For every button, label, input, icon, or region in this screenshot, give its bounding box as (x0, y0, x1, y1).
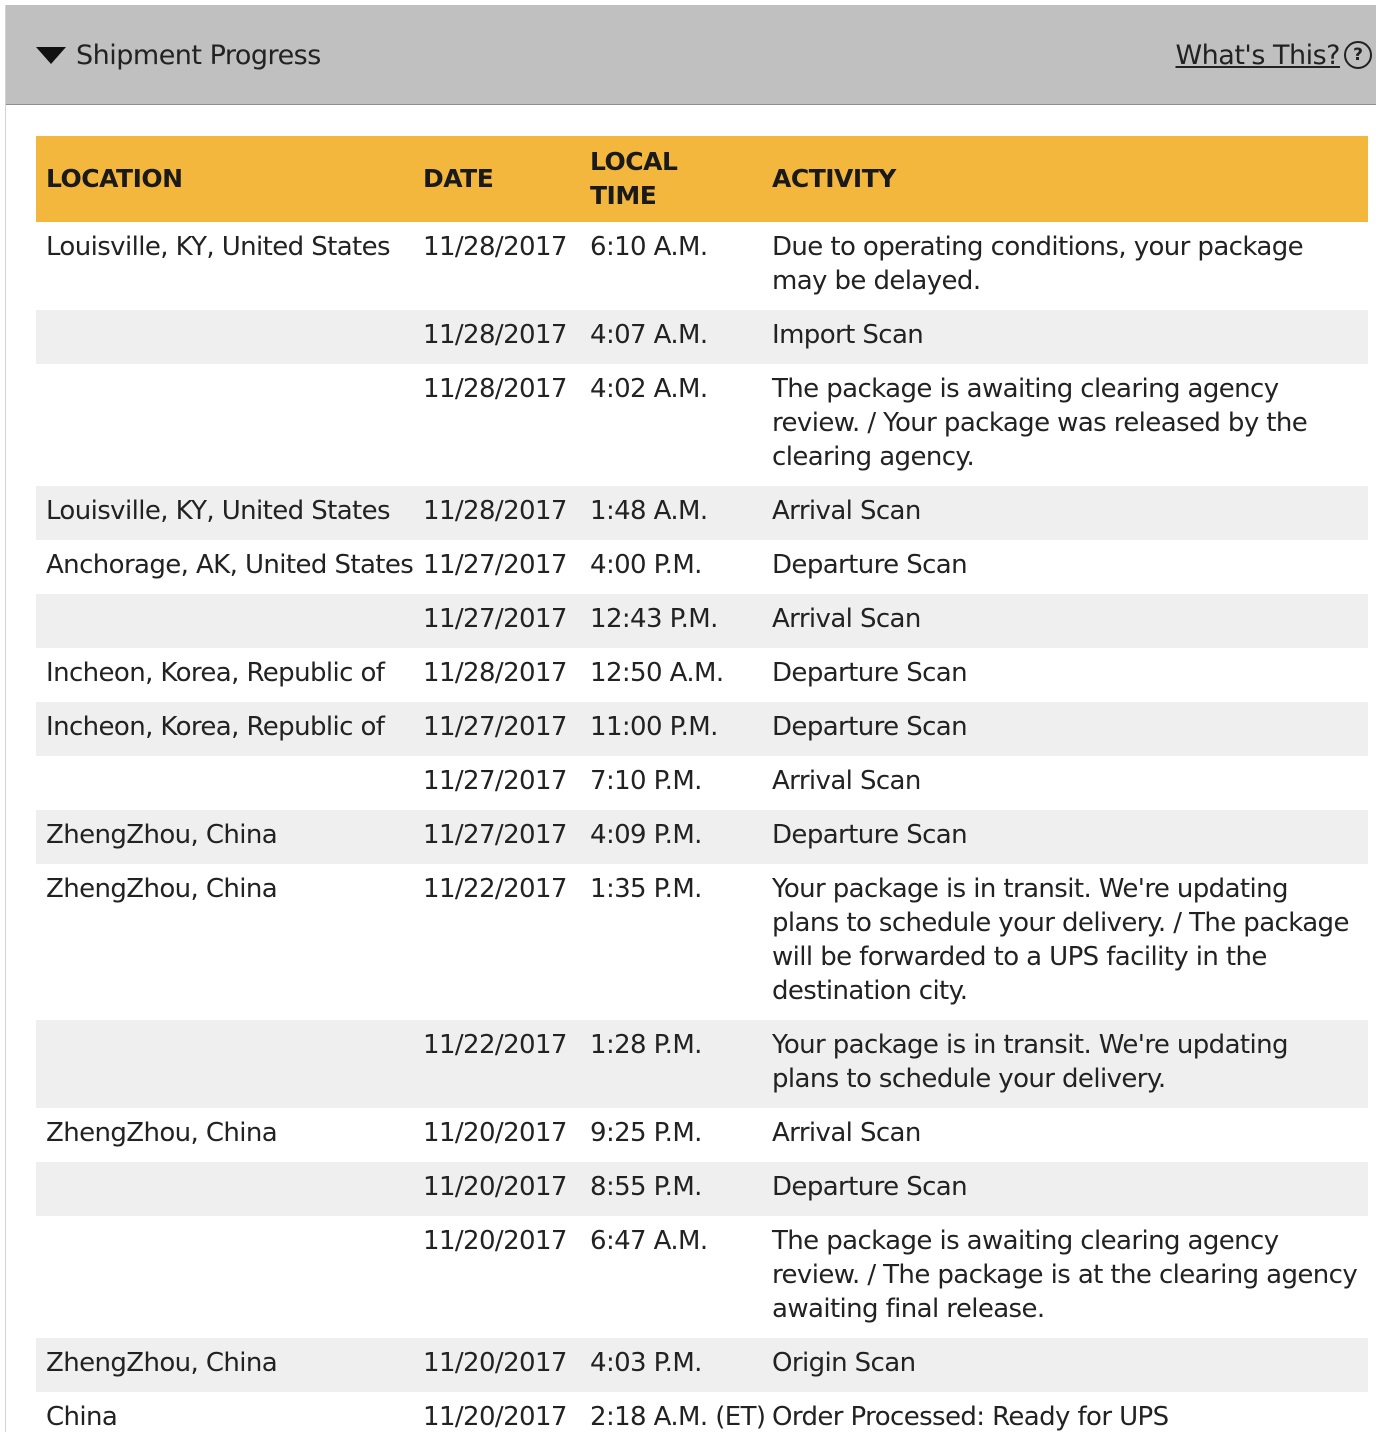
table-row (36, 810, 1368, 864)
date-cell: 11/27/2017 (423, 712, 567, 742)
header-location: LOCATION (46, 164, 183, 193)
table-row (36, 1216, 1368, 1338)
location-cell: Incheon, Korea, Republic of (46, 712, 385, 742)
activity-cell: Due to operating conditions, your package may be delayed. (772, 232, 1303, 296)
time-cell: 1:48 A.M. (590, 496, 708, 526)
time-cell: 4:02 A.M. (590, 374, 708, 404)
activity-cell: Departure Scan (772, 550, 968, 580)
date-cell: 11/28/2017 (423, 496, 567, 526)
time-cell: 9:25 P.M. (590, 1118, 702, 1148)
time-cell: 8:55 P.M. (590, 1172, 702, 1202)
date-cell: 11/28/2017 (423, 232, 567, 262)
help-icon[interactable]: ? (1344, 41, 1372, 69)
activity-cell: Your package is in transit. We're updating plans to schedule your delivery. (772, 1030, 1288, 1094)
header-local-time (590, 136, 677, 222)
date-cell: 11/28/2017 (423, 658, 567, 688)
time-cell: 12:43 P.M. (590, 604, 718, 634)
header-activity: ACTIVITY (772, 164, 896, 193)
activity-cell: Departure Scan (772, 1172, 968, 1202)
table-row (36, 1108, 1368, 1162)
date-cell: 11/22/2017 (423, 1030, 567, 1060)
table-row (36, 364, 1368, 486)
shipment-progress-toggle[interactable] (36, 35, 321, 75)
date-cell: 11/27/2017 (423, 820, 567, 850)
table-row (36, 702, 1368, 756)
time-cell: 4:09 P.M. (590, 820, 702, 850)
table-row (36, 1392, 1368, 1432)
location-cell: ZhengZhou, China (46, 820, 278, 850)
table-body (36, 222, 1368, 1432)
table-row (36, 1338, 1368, 1392)
date-cell: 11/28/2017 (423, 374, 567, 404)
time-cell: 7:10 P.M. (590, 766, 702, 796)
whats-this-link[interactable] (1175, 35, 1372, 75)
activity-cell: Departure Scan (772, 658, 968, 688)
activity-cell: Your package is in transit. We're updating plans to schedule your delivery. / The package will be forwarded to a UPS facility in the destination city. (772, 874, 1349, 1006)
header-date: DATE (423, 164, 494, 193)
header-local-time-line2: TIME (590, 181, 657, 210)
activity-cell: The package is awaiting clearing agency review. / The package is at the clearing agency awaiting final release. (772, 1226, 1358, 1324)
location-cell: ZhengZhou, China (46, 1348, 278, 1378)
table-row (36, 222, 1368, 310)
panel-title: Shipment Progress (76, 39, 321, 71)
location-cell: ZhengZhou, China (46, 874, 278, 904)
activity-cell: Arrival Scan (772, 496, 921, 526)
location-cell: Anchorage, AK, United States (46, 550, 414, 580)
date-cell: 11/22/2017 (423, 874, 567, 904)
table-row (36, 310, 1368, 364)
time-cell: 11:00 P.M. (590, 712, 718, 742)
time-cell: 1:28 P.M. (590, 1030, 702, 1060)
activity-cell: Import Scan (772, 320, 924, 350)
whats-this-label[interactable]: What's This? (1175, 39, 1340, 71)
activity-cell: Departure Scan (772, 712, 968, 742)
table-header (36, 136, 1368, 222)
time-cell: 12:50 A.M. (590, 658, 724, 688)
shipment-progress-table (36, 136, 1368, 1432)
table-row (36, 648, 1368, 702)
date-cell: 11/20/2017 (423, 1348, 567, 1378)
time-cell: 4:07 A.M. (590, 320, 708, 350)
activity-cell: Order Processed: Ready for UPS (772, 1402, 1169, 1432)
table-row (36, 756, 1368, 810)
date-cell: 11/20/2017 (423, 1172, 567, 1202)
date-cell: 11/20/2017 (423, 1402, 567, 1432)
panel-header (6, 5, 1376, 105)
collapse-triangle-icon (36, 47, 66, 64)
table-row (36, 1162, 1368, 1216)
activity-cell: Arrival Scan (772, 766, 921, 796)
date-cell: 11/20/2017 (423, 1118, 567, 1148)
header-local-time-line1: LOCAL (590, 147, 678, 176)
time-cell: 6:47 A.M. (590, 1226, 708, 1256)
shipment-progress-panel (5, 5, 1376, 1432)
time-cell: 6:10 A.M. (590, 232, 708, 262)
date-cell: 11/28/2017 (423, 320, 567, 350)
table-row (36, 864, 1368, 1020)
location-cell: Louisville, KY, United States (46, 232, 390, 262)
activity-cell: Departure Scan (772, 820, 968, 850)
table-row (36, 540, 1368, 594)
table-row (36, 594, 1368, 648)
date-cell: 11/27/2017 (423, 604, 567, 634)
activity-cell: Arrival Scan (772, 604, 921, 634)
location-cell: Louisville, KY, United States (46, 496, 390, 526)
time-cell: 4:00 P.M. (590, 550, 702, 580)
activity-cell: Arrival Scan (772, 1118, 921, 1148)
activity-cell: Origin Scan (772, 1348, 916, 1378)
activity-cell: The package is awaiting clearing agency review. / Your package was released by the clearing agency. (772, 374, 1308, 472)
date-cell: 11/20/2017 (423, 1226, 567, 1256)
location-cell: China (46, 1402, 118, 1432)
time-cell: 4:03 P.M. (590, 1348, 702, 1378)
time-cell: 2:18 A.M. (ET) (590, 1402, 766, 1432)
location-cell: ZhengZhou, China (46, 1118, 278, 1148)
date-cell: 11/27/2017 (423, 550, 567, 580)
table-row (36, 1020, 1368, 1108)
table-row (36, 486, 1368, 540)
date-cell: 11/27/2017 (423, 766, 567, 796)
location-cell: Incheon, Korea, Republic of (46, 658, 385, 688)
time-cell: 1:35 P.M. (590, 874, 702, 904)
